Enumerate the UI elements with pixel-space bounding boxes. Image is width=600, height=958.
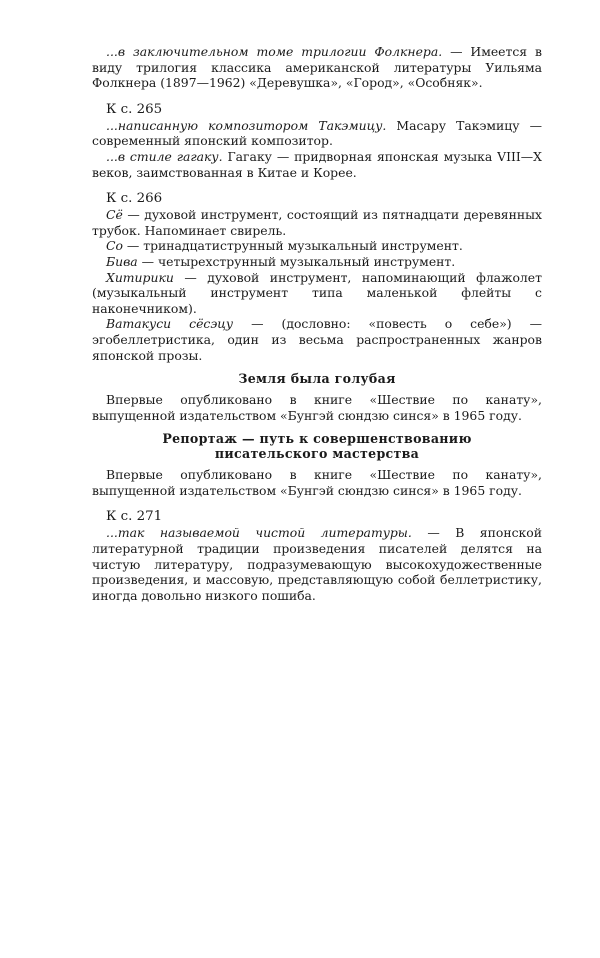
page-ref-271: К с. 271 [106, 509, 163, 525]
note-pure-literature [92, 525, 542, 603]
note-text: — В японской литературной традиции произведения писателей делятся на чистую литературу, подразумевающую высокохудожественные произведения, и массовую, представляющую собой беллетристику, иногда довольно низкого пошиба. [92, 525, 542, 603]
note-term: Хитирики [106, 269, 174, 285]
note-term: Бива [106, 253, 138, 269]
note-publication-2: Впервые опубликовано в книге «Шествие по канату», выпущенной издательством «Бунгэй сюндзю синся» в 1965 году. [92, 467, 542, 498]
section-heading-earth: Земля была голубая [238, 371, 396, 387]
note-watakushi [92, 316, 542, 363]
note-term: Сё [106, 207, 123, 223]
note-hichiriki [92, 270, 542, 317]
note-takemitsu [92, 118, 542, 149]
note-text: Гагаку — придворная японская музыка VIII—X веков, заимствованная в Китае и Корее. [92, 148, 543, 180]
note-text: — (дословно: «повесть о себе») — эгобеллетристика, один из весьма распространенных жанров японской прозы. [92, 316, 543, 363]
note-text: — Имеется в виду трилогия классика американской литературы Уильяма Фолкнера (1897—1962) «Деревушка», «Город», «Особняк». [92, 44, 543, 91]
note-text: Масару Такэмицу — современный японский композитор. [92, 117, 542, 149]
note-publication-1: Впервые опубликовано в книге «Шествие по канату», выпущенной издательством «Бунгэй сюндзю синся» в 1965 году. [92, 392, 542, 423]
note-term: ...в стиле гагаку. [106, 148, 223, 164]
note-gagaku [92, 149, 542, 180]
note-sho [92, 207, 542, 238]
note-text: — четырехструнный музыкальный инструмент. [137, 253, 456, 269]
note-folkner [92, 44, 542, 91]
note-term: ...в заключительном томе трилогии Фолкнера. [106, 44, 443, 59]
page-ref-265: К с. 265 [106, 101, 163, 117]
note-text: — тринадцатиструнный музыкальный инструмент. [122, 238, 463, 254]
note-term: Ватакуси сёсэцу [106, 316, 234, 332]
note-text: — духовой инструмент, состоящий из пятнадцати деревянных трубок. Напоминает свирель. [92, 207, 542, 238]
note-term: ...так называемой чистой литературы. [106, 525, 412, 541]
note-text: — духовой инструмент, напоминающий флажолет (музыкальный инструмент типа маленькой флейты с наконечником). [92, 269, 542, 316]
page-ref-266: К с. 266 [106, 191, 163, 207]
note-biwa [92, 254, 542, 270]
document-page [92, 44, 542, 603]
note-term: ...написанную композитором Такэмицу. [106, 117, 387, 133]
section-heading-reportage: Репортаж — путь к совершенствованию писательского мастерства [162, 431, 472, 462]
note-term: Со [106, 238, 123, 254]
note-so [92, 238, 542, 254]
